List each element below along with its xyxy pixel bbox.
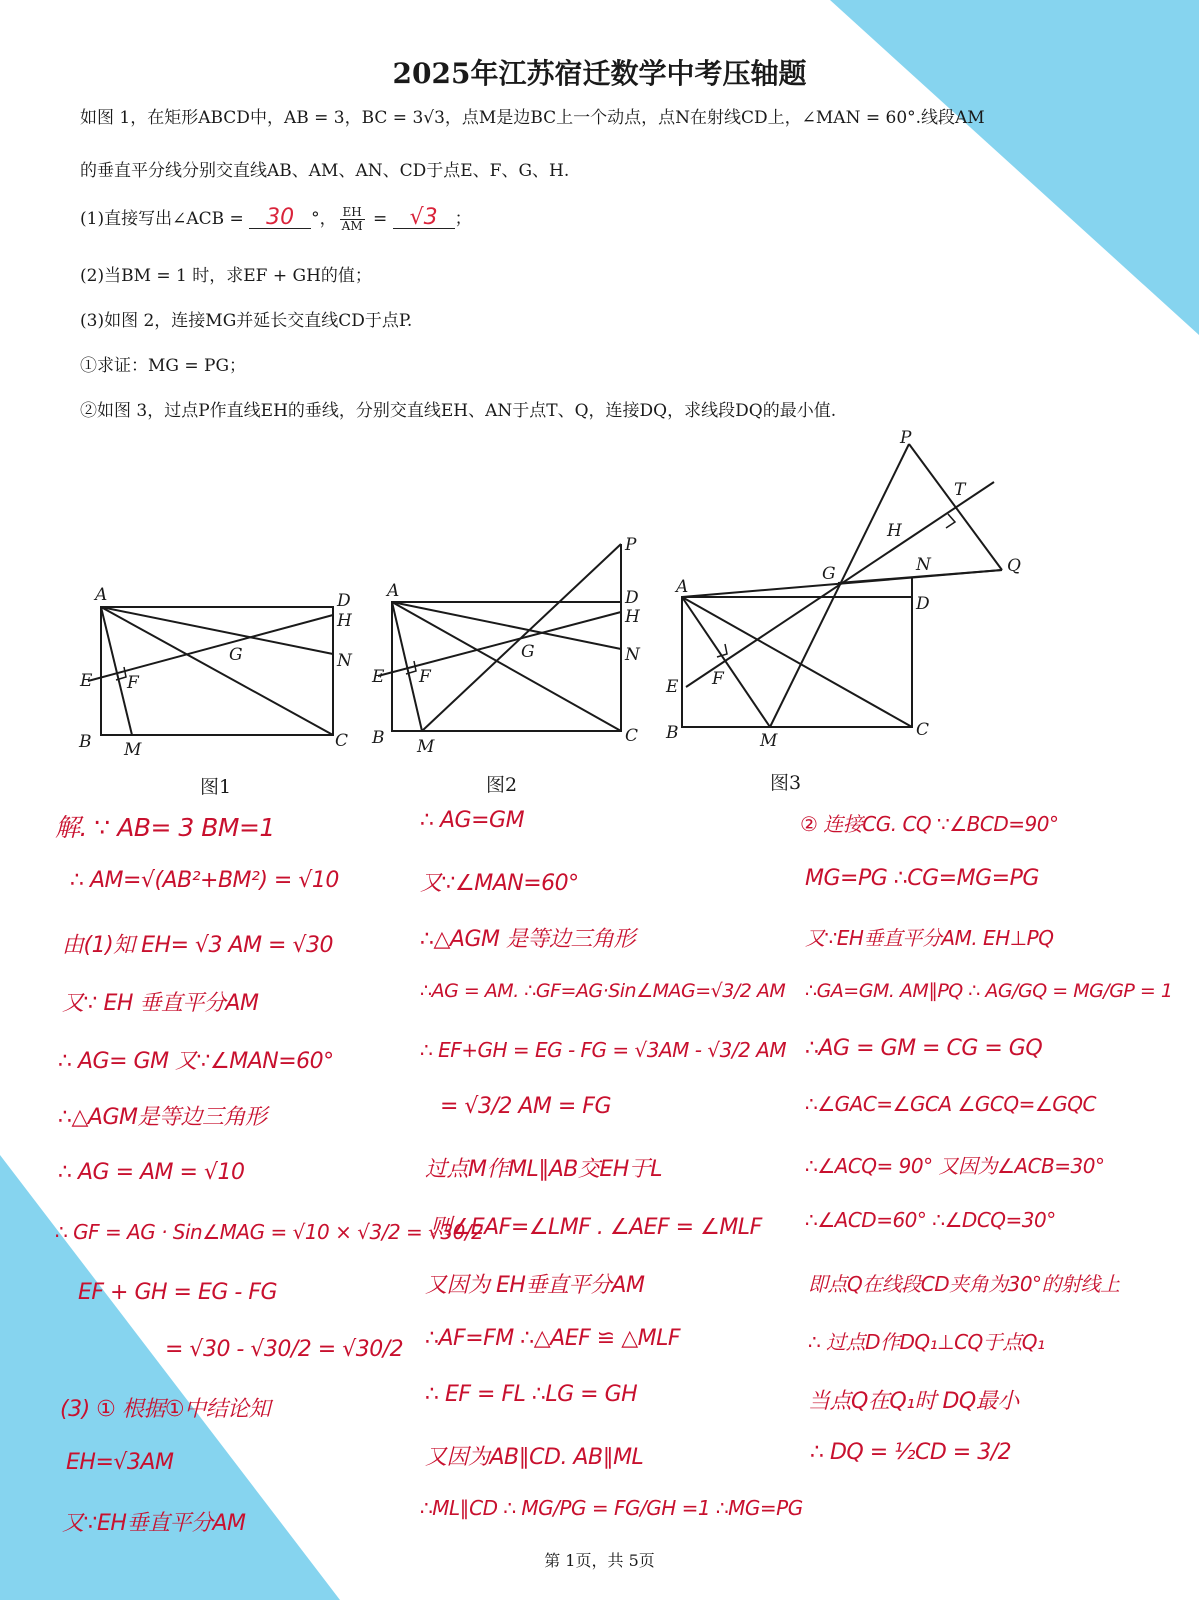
solution-col1-line: EH=√3AM xyxy=(66,1450,174,1475)
solution-col3-line: ∴ 过点D作DQ₁⊥CQ于点Q₁ xyxy=(808,1330,1045,1354)
fig3-label-M: M xyxy=(760,731,778,751)
solution-col2-line: = √3/2 AM = FG xyxy=(440,1094,611,1119)
fig1-label-C: C xyxy=(335,731,349,751)
q1-answer-ratio: √3 xyxy=(393,208,455,229)
fig3-label-Q: Q xyxy=(1007,556,1021,576)
question-3-part-1: ①求证：MG = PG； xyxy=(80,356,247,376)
solution-col2-line: 则∠EAF=∠LMF . ∠AEF = ∠MLF xyxy=(430,1215,762,1240)
page-footer: 第 1页，共 5页 xyxy=(544,1551,655,1570)
solution-col3-line: ② 连接CG. CQ ∵∠BCD=90° xyxy=(800,812,1059,836)
fig2-label-C: C xyxy=(625,726,639,746)
fig2-label-B: B xyxy=(372,728,385,748)
solution-col1-line: ∴ AG= GM 又∵∠MAN=60° xyxy=(58,1049,334,1074)
q1-mid: °， xyxy=(311,209,337,229)
fig2-label-N: N xyxy=(625,645,640,665)
q1-frac-num: EH xyxy=(340,206,365,220)
fig3-label-T: T xyxy=(954,480,966,500)
solution-col1-line: 又∵EH垂直平分AM xyxy=(62,1511,246,1536)
solution-col2-line: ∴ EF = FL ∴LG = GH xyxy=(425,1382,638,1407)
q1-prefix: (1)直接写出∠ACB = xyxy=(80,209,250,229)
solution-col3-line: ∴AG = GM = CG = GQ xyxy=(805,1036,1043,1061)
fig2-label-D: D xyxy=(625,588,639,608)
solution-col2-line: ∴△AGM 是等边三角形 xyxy=(420,927,635,952)
solution-col2-line: ∴ EF+GH = EG - FG = √3AM - √3/2 AM xyxy=(420,1038,787,1062)
fig2-label-H: H xyxy=(625,607,640,627)
fig1-label-D: D xyxy=(337,591,351,611)
fig3-label-D: D xyxy=(916,594,930,614)
solution-col1-line: ∴ GF = AG · Sin∠MAG = √10 × √3/2 = √30/2 xyxy=(55,1220,484,1244)
solution-col1-line: ∴ AG = AM = √10 xyxy=(58,1160,245,1185)
question-3: (3)如图 2，连接MG并延长交直线CD于点P. xyxy=(80,311,413,331)
q1-frac-den: AM xyxy=(341,219,363,233)
fig1-label-A: A xyxy=(95,585,108,605)
solution-col1-line: EF + GH = EG - FG xyxy=(78,1280,278,1305)
fig2-label-F: F xyxy=(419,667,431,687)
question-2: (2)当BM = 1 时，求EF + GH的值； xyxy=(80,266,372,286)
figure-1-caption: 图1 xyxy=(200,776,232,798)
solution-col1-line: 解. ∵ AB= 3 BM=1 xyxy=(55,813,275,842)
solution-col1-line: (3) ① 根据①中结论知 xyxy=(60,1397,271,1422)
page-title: 2025年江苏宿迁数学中考压轴题 xyxy=(392,57,807,90)
fig3-label-A: A xyxy=(676,577,689,597)
solution-col2-line: 又因为AB∥CD. AB∥ML xyxy=(425,1445,644,1470)
solution-col3-line: ∴GA=GM. AM∥PQ ∴ AG/GQ = MG/GP = 1 xyxy=(805,980,1173,1002)
q1-eq: = xyxy=(367,209,393,229)
solution-col2-line: 过点M作ML∥AB交EH于L xyxy=(425,1157,663,1182)
fig3-label-B: B xyxy=(666,723,679,743)
solution-col1-line: 又∵ EH 垂直平分AM xyxy=(62,991,259,1016)
solution-col1-line: ∴ AM=√(AB²+BM²) = √10 xyxy=(70,868,339,893)
solution-col2-line: ∴AF=FM ∴△AEF ≌ △MLF xyxy=(425,1326,681,1351)
fig3-label-G: G xyxy=(822,564,836,584)
solution-col2-line: ∴AG = AM. ∴GF=AG·Sin∠MAG=√3/2 AM xyxy=(420,980,786,1002)
fig2-label-E: E xyxy=(372,667,385,687)
fig2-label-A: A xyxy=(387,581,400,601)
fig2-label-G: G xyxy=(521,642,535,662)
solution-col3-line: MG=PG ∴CG=MG=PG xyxy=(805,866,1039,891)
solution-col3-line: 又∵EH垂直平分AM. EH⊥PQ xyxy=(805,926,1054,950)
fig3-label-P: P xyxy=(900,428,912,448)
fig1-label-F: F xyxy=(127,673,139,693)
fig1-label-E: E xyxy=(80,671,93,691)
solution-col3-line: 当点Q在Q₁时 DQ最小 xyxy=(808,1389,1019,1414)
q1-answer-angle: 30 xyxy=(249,208,311,229)
solution-col3-line: ∴ DQ = ½CD = 3/2 xyxy=(810,1440,1012,1465)
solution-col1-line: = √30 - √30/2 = √30/2 xyxy=(165,1337,404,1362)
q1-suffix: ； xyxy=(454,209,472,229)
solution-col2-line: ∴ML∥CD ∴ MG/PG = FG/GH =1 ∴MG=PG xyxy=(420,1496,803,1520)
problem-line-1: 如图 1，在矩形ABCD中，AB = 3，BC = 3√3，点M是边BC上一个动点，点N在射线CD上，∠MAN = 60°.线段AM xyxy=(80,108,985,128)
fig1-label-H: H xyxy=(337,611,352,631)
solution-col3-line: ∴∠GAC=∠GCA ∠GCQ=∠GQC xyxy=(805,1092,1097,1116)
solution-col2-line: 又因为 EH垂直平分AM xyxy=(425,1273,645,1298)
fig3-label-N: N xyxy=(916,555,931,575)
solution-col1-line: 由(1)知 EH= √3 AM = √30 xyxy=(62,933,333,958)
solution-col1-line: ∴△AGM是等边三角形 xyxy=(58,1105,267,1130)
fig2-label-M: M xyxy=(417,737,435,757)
question-3-part-2: ②如图 3，过点P作直线EH的垂线，分别交直线EH、AN于点T、Q，连接DQ，求线段DQ的最小值. xyxy=(80,401,837,421)
figure-3-caption: 图3 xyxy=(770,772,802,794)
fig1-label-M: M xyxy=(124,740,142,760)
fig3-label-E: E xyxy=(666,677,679,697)
solution-col3-line: ∴∠ACQ= 90° 又因为∠ACB=30° xyxy=(805,1154,1105,1178)
fig3-label-C: C xyxy=(916,720,930,740)
fig1-label-N: N xyxy=(337,651,352,671)
figure-2-caption: 图2 xyxy=(486,774,518,796)
fig2-label-P: P xyxy=(625,535,637,555)
solution-col3-line: ∴∠ACD=60° ∴∠DCQ=30° xyxy=(805,1208,1056,1232)
solution-col2-line: 又∵∠MAN=60° xyxy=(420,871,579,896)
solution-col3-line: 即点Q在线段CD夹角为30°的射线上 xyxy=(808,1272,1120,1296)
fig3-label-F: F xyxy=(712,669,724,689)
fig3-label-H: H xyxy=(887,521,902,541)
fig1-label-B: B xyxy=(79,732,92,752)
problem-line-2: 的垂直平分线分别交直线AB、AM、AN、CD于点E、F、G、H. xyxy=(80,161,570,181)
fig1-label-G: G xyxy=(229,645,243,665)
solution-col2-line: ∴ AG=GM xyxy=(420,808,525,833)
